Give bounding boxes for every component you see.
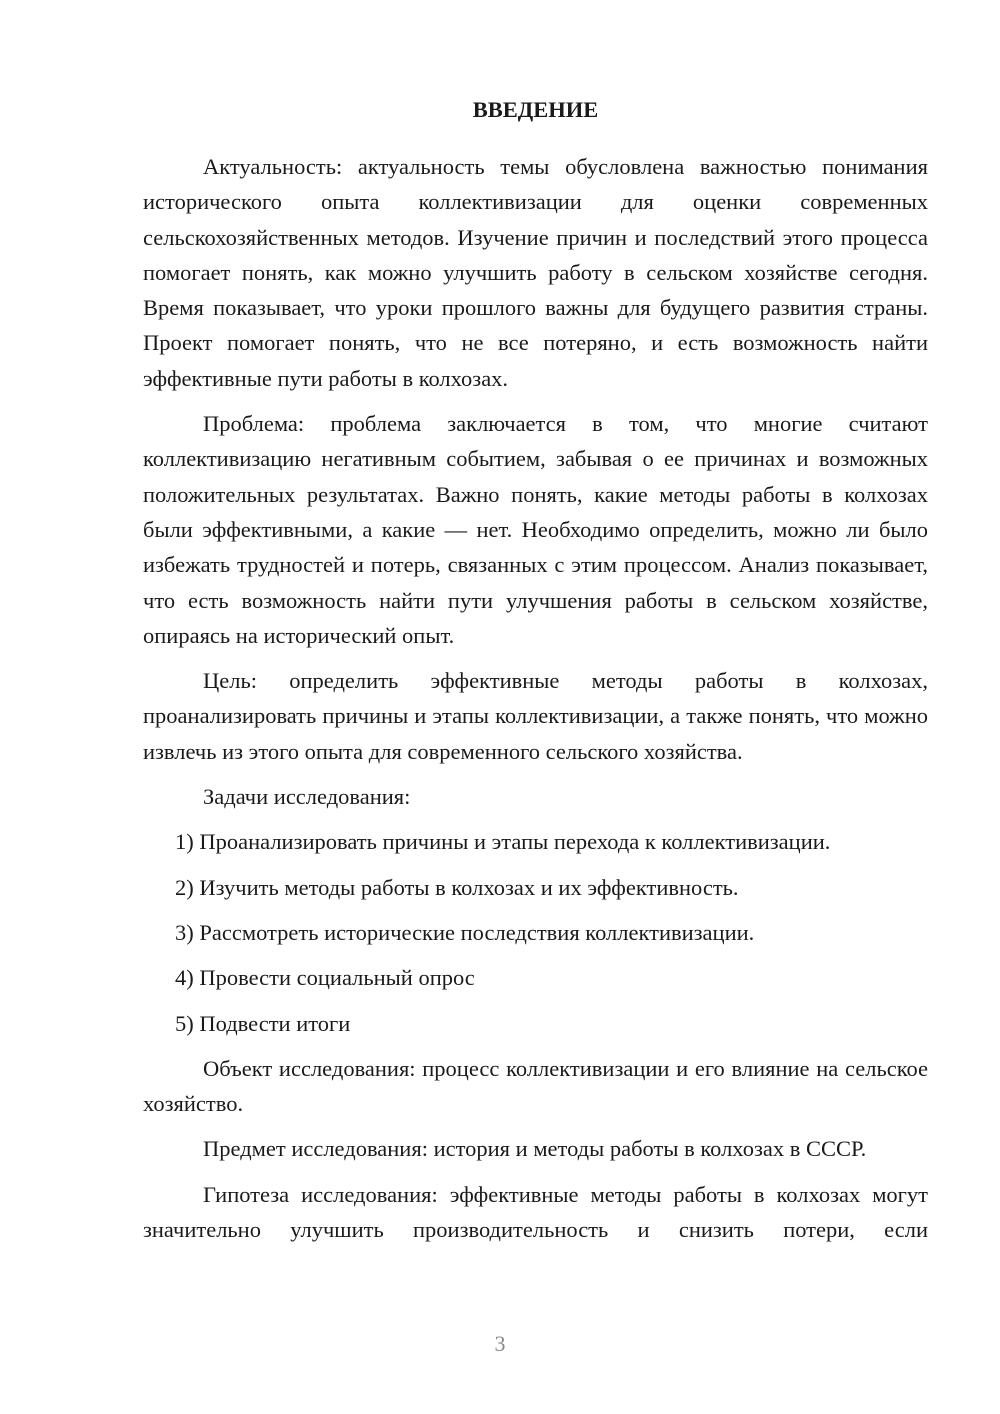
task-item: 1) Проанализировать причины и этапы перехода к коллективизации.: [175, 829, 831, 855]
subject-paragraph: Предмет исследования: история и методы работы в колхозах в СССР.: [203, 1136, 867, 1162]
tasks-heading: Задачи исследования:: [203, 784, 411, 810]
problem-paragraph: Проблема: проблема заключается в том, что многие считают коллективизацию негативным событием, забывая о ее причинах и возможных положительных результатах. Важно понять, какие методы работы в колхозах были эффективными, а какие — нет. Необходимо определить, можно ли было избежать трудностей и потерь, связанных с этим процессом. Анализ показывает, что есть возможность найти пути улучшения работы в сельском хозяйстве, опираясь на исторический опыт.: [143, 411, 928, 648]
tasks-list: [143, 824, 928, 1040]
page-number: 3: [494, 1331, 506, 1356]
page-content: [143, 92, 928, 1257]
goal-paragraph: Цель: определить эффективные методы работы в колхозах, проанализировать причины и этапы коллективизации, а также понять, что можно извлечь из этого опыта для современного сельского хозяйства.: [143, 668, 928, 764]
task-item: 3) Рассмотреть исторические последствия коллективизации.: [175, 919, 755, 945]
section-title: ВВЕДЕНИЕ: [472, 97, 599, 122]
task-item: 5) Подвести итоги: [175, 1010, 351, 1036]
hypothesis-paragraph: Гипотеза исследования: эффективные методы работы в колхозах могут значительно улучшить производительность и снизить потери, если: [143, 1181, 928, 1243]
task-item: 2) Изучить методы работы в колхозах и их эффективность.: [175, 874, 739, 900]
task-item: 4) Провести социальный опрос: [175, 965, 475, 991]
relevance-paragraph: Актуальность: актуальность темы обусловлена важностью понимания исторического опыта коллективизации для оценки современных сельскохозяйственных методов. Изучение причин и последствий этого процесса помогает понять, как можно улучшить работу в сельском хозяйстве сегодня. Время показывает, что уроки прошлого важны для будущего развития страны. Проект помогает понять, что не все потеряно, и есть возможность найти эффективные пути работы в колхозах.: [143, 154, 928, 391]
object-paragraph: Объект исследования: процесс коллективизации и его влияние на сельское хозяйство.: [143, 1055, 928, 1117]
